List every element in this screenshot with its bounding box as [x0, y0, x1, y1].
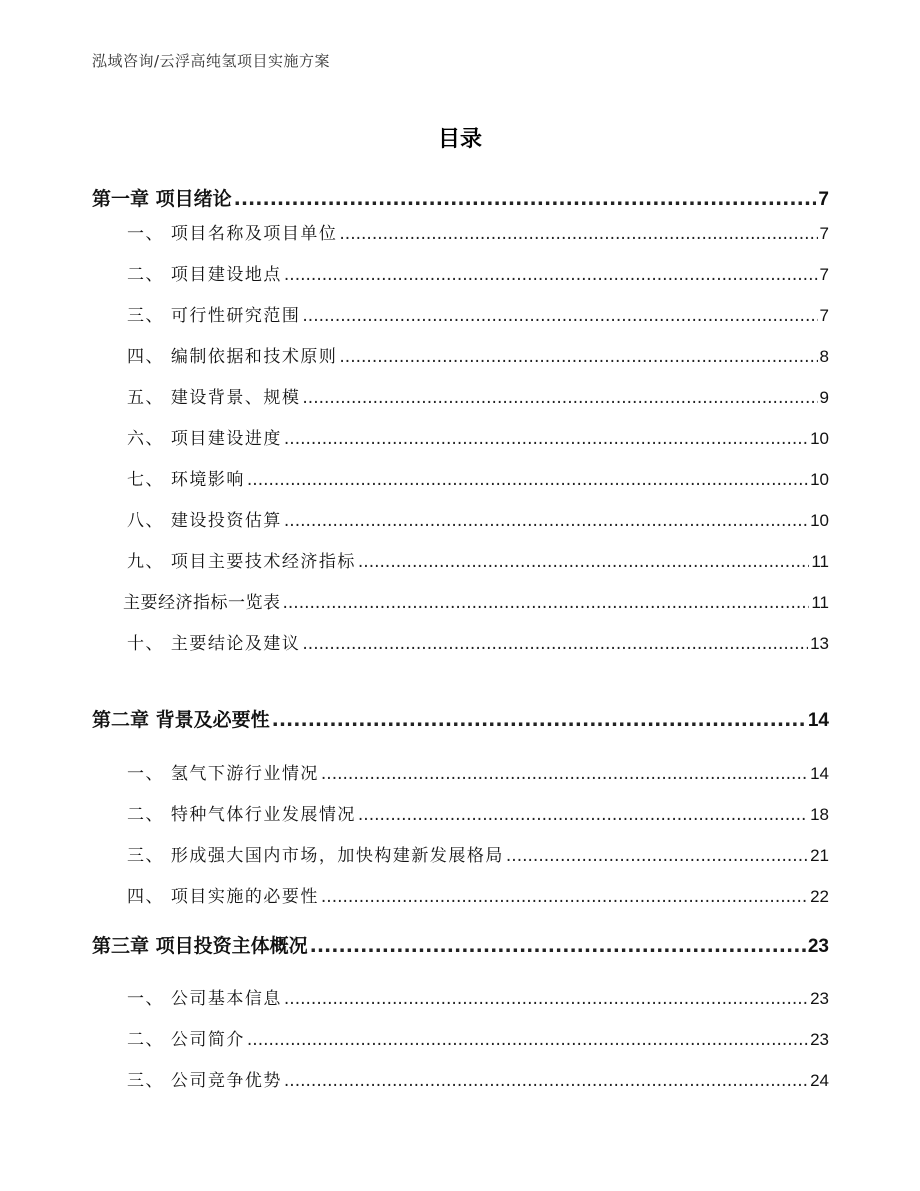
dot-leader [283, 593, 810, 613]
dot-leader [321, 887, 808, 907]
toc-entry-page: 23 [810, 989, 829, 1008]
toc-entry-page: 23 [810, 1030, 829, 1049]
dot-leader [284, 429, 808, 449]
toc-entry-section[interactable] [127, 1025, 829, 1050]
toc-entry-section[interactable] [127, 1066, 829, 1091]
toc-entry-page: 7 [819, 265, 829, 284]
toc-entry-table[interactable] [123, 588, 829, 613]
dot-leader [506, 846, 808, 866]
toc-entry-chapter-1[interactable] [92, 184, 829, 211]
toc-entry-section[interactable] [127, 841, 829, 866]
toc-entry-page: 18 [810, 805, 829, 824]
toc-entry-label: 二、 公司简介 [127, 1030, 245, 1050]
toc-entry-section[interactable] [127, 506, 829, 531]
toc-entry-page: 13 [810, 634, 829, 653]
toc-entry-page: 23 [807, 936, 829, 957]
dot-leader [358, 805, 808, 825]
toc-entry-section[interactable] [127, 342, 829, 367]
dot-leader [284, 989, 808, 1009]
toc-entry-section[interactable] [127, 301, 829, 326]
dot-leader [302, 306, 817, 326]
dot-leader [247, 470, 808, 490]
toc-entry-section[interactable] [127, 219, 829, 244]
toc-entry-label: 三、 形成强大国内市场，加快构建新发展格局 [127, 846, 504, 866]
toc-entry-page: 11 [811, 552, 829, 571]
toc-entry-section[interactable] [127, 800, 829, 825]
toc-entry-page: 14 [810, 764, 829, 783]
dot-leader [310, 935, 806, 957]
toc-entry-label: 二、 项目建设地点 [127, 265, 282, 285]
dot-leader [284, 265, 818, 285]
toc-entry-page: 10 [810, 470, 829, 489]
dot-leader [358, 552, 809, 572]
toc-entry-label: 八、 建设投资估算 [127, 511, 282, 531]
toc-entry-label: 三、 可行性研究范围 [127, 306, 301, 326]
toc-entry-page: 24 [810, 1071, 829, 1090]
toc-entry-label: 第二章 背景及必要性 [92, 709, 270, 731]
dot-leader [339, 224, 817, 244]
toc-entry-section[interactable] [127, 984, 829, 1009]
dot-leader [284, 511, 808, 531]
toc-entry-label: 二、 特种气体行业发展情况 [127, 805, 356, 825]
toc-entry-page: 14 [807, 710, 829, 731]
toc-entry-chapter-3[interactable] [92, 931, 829, 958]
dot-leader [339, 347, 817, 367]
running-header: 泓域咨询/云浮高纯氢项目实施方案 [92, 52, 331, 70]
toc-entry-label: 三、 公司竞争优势 [127, 1071, 282, 1091]
toc-entry-section[interactable] [127, 759, 829, 784]
dot-leader [302, 634, 808, 654]
toc-entry-page: 7 [818, 189, 829, 210]
dot-leader [302, 388, 817, 408]
toc-entry-label: 四、 项目实施的必要性 [127, 887, 319, 907]
toc-entry-label: 五、 建设背景、规模 [127, 388, 301, 408]
toc-entry-page: 11 [811, 593, 829, 612]
toc-entry-label: 一、 公司基本信息 [127, 989, 282, 1009]
toc-entry-chapter-2[interactable] [92, 705, 829, 732]
toc-entry-page: 10 [810, 511, 829, 530]
toc-entry-label: 主要经济指标一览表 [123, 593, 281, 613]
toc-entry-page: 10 [810, 429, 829, 448]
toc-entry-section[interactable] [127, 465, 829, 490]
toc-entry-section[interactable] [127, 547, 829, 572]
toc-entry-section[interactable] [127, 260, 829, 285]
toc-entry-label: 第一章 项目绪论 [92, 188, 232, 210]
toc-entry-label: 十、 主要结论及建议 [127, 634, 301, 654]
toc-entry-page: 7 [819, 306, 829, 325]
toc-entry-label: 一、 氢气下游行业情况 [127, 764, 319, 784]
toc-entry-label: 第三章 项目投资主体概况 [92, 935, 308, 957]
dot-leader [247, 1030, 808, 1050]
dot-leader [321, 764, 808, 784]
toc-entry-label: 七、 环境影响 [127, 470, 245, 490]
toc-entry-section[interactable] [127, 383, 829, 408]
toc-title: 目录 [437, 127, 482, 152]
toc-entry-page: 21 [810, 846, 829, 865]
toc-entry-page: 9 [819, 388, 829, 407]
toc-entry-label: 九、 项目主要技术经济指标 [127, 552, 356, 572]
toc-entry-section[interactable] [127, 882, 829, 907]
toc-entry-label: 六、 项目建设进度 [127, 429, 282, 449]
toc-entry-page: 7 [819, 224, 829, 243]
toc-entry-page: 8 [819, 347, 829, 366]
toc-entry-section[interactable] [127, 629, 829, 654]
dot-leader [234, 188, 817, 210]
toc-entry-page: 22 [810, 887, 829, 906]
toc-entry-label: 一、 项目名称及项目单位 [127, 224, 338, 244]
dot-leader [284, 1071, 808, 1091]
toc-entry-section[interactable] [127, 424, 829, 449]
toc-entry-label: 四、 编制依据和技术原则 [127, 347, 338, 367]
dot-leader [272, 709, 806, 731]
